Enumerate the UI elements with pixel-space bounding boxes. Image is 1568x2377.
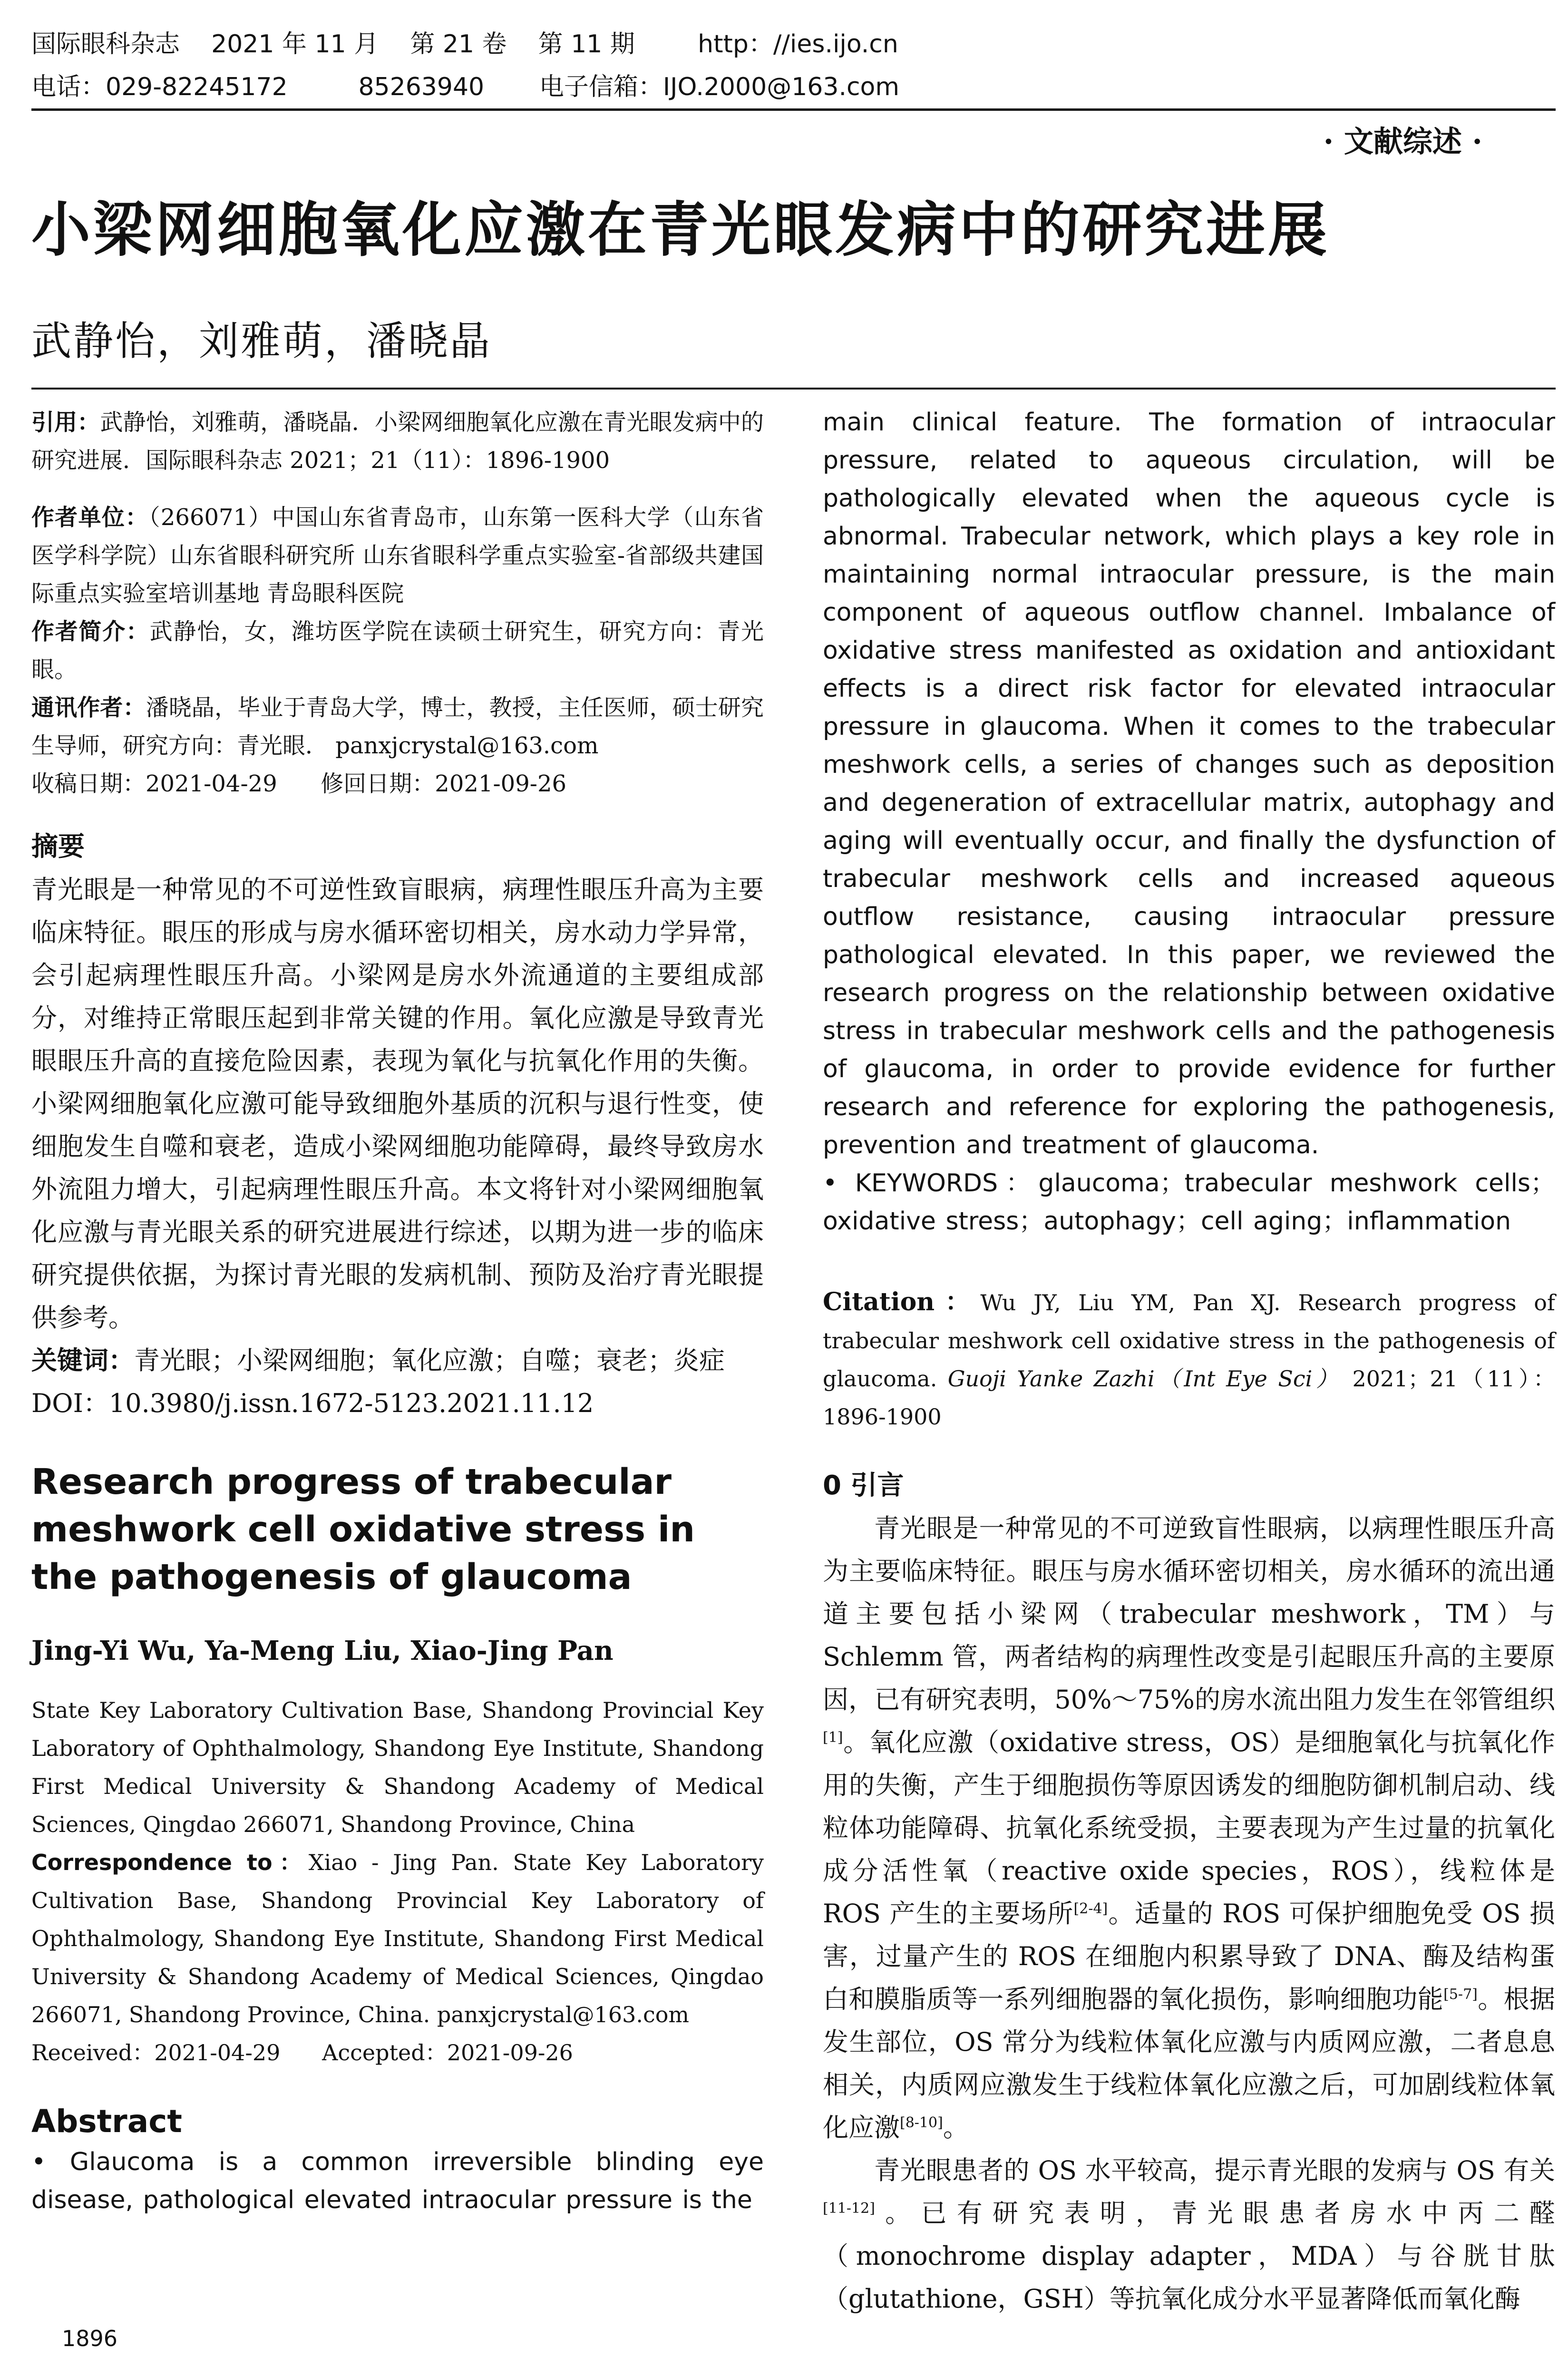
- keywords-cn: 关键词：青光眼；小梁网细胞；氧化应激；自噬；衰老；炎症: [31, 1345, 725, 1375]
- abstract-cn-heading: 摘要: [31, 831, 85, 862]
- affiliation-cn: 作者单位：（266071）中国山东省青岛市，山东第一医科大学（山东省医学科学院）山东省眼科研究所 山东省眼科学重点实验室-省部级共建国际重点实验室培训基地 青岛眼科医院: [31, 504, 764, 607]
- section-tag: · 文献综述 ·: [1323, 124, 1482, 159]
- authors-en: Jing-Yi Wu, Ya-Meng Liu, Xiao-Jing Pan: [31, 1635, 614, 1666]
- abstract-en-text-part1: • Glaucoma is a common irreversible blinding eye disease, pathological elevated intraocular pressure is the: [31, 2148, 764, 2214]
- ref-11-12: [11-12]: [823, 2200, 875, 2217]
- dates-cn: 收稿日期：2021-04-29 修回日期：2021-09-26: [31, 770, 567, 797]
- ref-2-4: [2-4]: [1073, 1900, 1108, 1917]
- page-number: 1896: [62, 2326, 118, 2351]
- authors-cn: 武静怡，刘雅萌，潘晓晶: [31, 318, 492, 364]
- citation-en: Citation：Wu JY, Liu YM, Pan XJ. Research progress of trabecular meshwork cell oxidative stress in the pathogenesis of glaucoma. Guoji Yanke Zazhi（Int Eye Sci） 2021；21（11）：1896-1900: [823, 1287, 1555, 1430]
- affiliation-en: State Key Laboratory Cultivation Base, Shandong Provincial Key Laboratory of Ophthalmology, Shandong Eye Institute, Shandong First Medical University & Shandong Academy of Medical Sciences, Qingdao 266071, Shandong Province, China: [31, 1697, 764, 1837]
- intro-paragraph-1: 青光眼是一种常见的不可逆致盲性眼病，以病理性眼压升高为主要临床特征。眼压与房水循环密切相关，房水循环的流出通道主要包括小梁网（trabecular meshwork，TM）与 Schlemm 管，两者结构的病理性改变是引起眼压升高的主要原因，已有研究表明，50%～75%的房水流出阻力发生在邻管组织[1]。氧化应激（oxidative stress，OS）是细胞氧化与抗氧化作用的失衡，产生于细胞损伤等原因诱发的细胞防御机制启动、线粒体功能障碍、抗氧化系统受损，主要表现为产生过量的抗氧化成分活性氧（reactive oxide species，ROS），线粒体是 ROS 产生的主要场所[2-4]。适量的 ROS 可保护细胞免受 OS 损害，过量产生的 ROS 在细胞内积累导致了 DNA、酶及结构蛋白和膜脂质等一系列细胞器的氧化损伤，影响细胞功能[5-7]。根据发生部位，OS 常分为线粒体氧化应激与内质网应激，二者息息相关，内质网应激发生于线粒体氧化应激之后，可加剧线粒体氧化应激[8-10]。: [823, 1513, 1556, 2143]
- correspondence-cn: 通讯作者：潘晓晶，毕业于青岛大学，博士，教授，主任医师，硕士研究生导师，研究方向：青光眼． panxjcrystal@163.com: [31, 694, 764, 759]
- right-column: [823, 403, 1555, 2320]
- ref-1: [1]: [823, 1729, 843, 1746]
- left-column: [31, 403, 764, 2219]
- citation-cn: 引用：武静怡，刘雅萌，潘晓晶．小梁网细胞氧化应激在青光眼发病中的研究进展．国际眼科杂志 2021；21（11）：1896-1900: [31, 409, 764, 474]
- header-rule: [31, 108, 1556, 111]
- dates-en: Received：2021-04-29 Accepted：2021-09-26: [31, 2040, 573, 2065]
- article-title: 小梁网细胞氧化应激在青光眼发病中的研究进展: [31, 196, 1330, 264]
- ref-5-7: [5-7]: [1443, 1986, 1478, 2003]
- keywords-en: • KEYWORDS：glaucoma；trabecular meshwork cells；oxidative stress；autophagy；cell aging；inflammation: [823, 1169, 1555, 1236]
- intro-heading: 0 引言: [823, 1470, 904, 1501]
- title-rule: [31, 388, 1556, 390]
- author-intro-cn: 作者简介：武静怡，女，潍坊医学院在读硕士研究生，研究方向：青光眼。: [31, 618, 764, 683]
- abstract-en-text-part2: main clinical feature. The formation of intraocular pressure, related to aqueous circulation, will be pathologically elevated when the aqueous cycle is abnormal. Trabecular network, which plays a key role in maintaining normal intraocular pressure, is the main component of aqueous outflow channel. Imbalance of oxidative stress manifested as oxidation and antioxidant effects is a direct risk factor for elevated intraocular pressure in glaucoma. When it comes to the trabecular meshwork cells, a series of changes such as deposition and degeneration of extracellular matrix, autophagy and aging will eventually occur, and finally the dysfunction of trabecular meshwork cells and increased aqueous outflow resistance, causing intraocular pressure pathological elevated. In this paper, we reviewed the research progress on the relationship between oxidative stress in trabecular meshwork cells and the pathogenesis of glaucoma, in order to provide evidence for further research and reference for exploring the pathogenesis, prevention and treatment of glaucoma.: [823, 408, 1555, 1159]
- journal-header-line-2: 电话：029-82245172 85263940 电子信箱：IJO.2000@163.com: [31, 73, 900, 101]
- ref-8-10: [8-10]: [900, 2114, 943, 2131]
- article-title-en: Research progress of trabecular meshwork cell oxidative stress in the pathogenesis of glaucoma: [31, 1461, 695, 1598]
- doi: DOI：10.3980/j.issn.1672-5123.2021.11.12: [31, 1388, 594, 1418]
- intro-paragraph-2: 青光眼患者的 OS 水平较高，提示青光眼的发病与 OS 有关[11-12]。已有研究表明，青光眼患者房水中丙二醛（monochrome display adapter，MDA）与谷胱甘肽（glutathione，GSH）等抗氧化成分水平显著降低而氧化酶: [823, 2155, 1555, 2314]
- abstract-en-heading: Abstract: [31, 2103, 182, 2140]
- abstract-cn-text: 青光眼是一种常见的不可逆性致盲眼病，病理性眼压升高为主要临床特征。眼压的形成与房水循环密切相关，房水动力学异常，会引起病理性眼压升高。小梁网是房水外流通道的主要组成部分，对维持正常眼压起到非常关键的作用。氧化应激是导致青光眼眼压升高的直接危险因素，表现为氧化与抗氧化作用的失衡。小梁网细胞氧化应激可能导致细胞外基质的沉积与退行性变，使细胞发生自噬和衰老，造成小梁网细胞功能障碍，最终导致房水外流阻力增大，引起病理性眼压升高。本文将针对小梁网细胞氧化应激与青光眼关系的研究进展进行综述，以期为进一步的临床研究提供依据，为探讨青光眼的发病机制、预防及治疗青光眼提供参考。: [31, 875, 764, 1333]
- correspondence-en: Correspondence to：Xiao - Jing Pan. State Key Laboratory Cultivation Base, Shandong Provincial Key Laboratory of Ophthalmology, Shandong Eye Institute, Shandong First Medical University & Shandong Academy of Medical Sciences, Qingdao 266071, Shandong Province, China. panxjcrystal@163.com: [31, 1850, 764, 2027]
- journal-header-line-1: 国际眼科杂志 2021 年 11 月 第 21 卷 第 11 期 http：//ies.ijo.cn: [31, 30, 898, 58]
